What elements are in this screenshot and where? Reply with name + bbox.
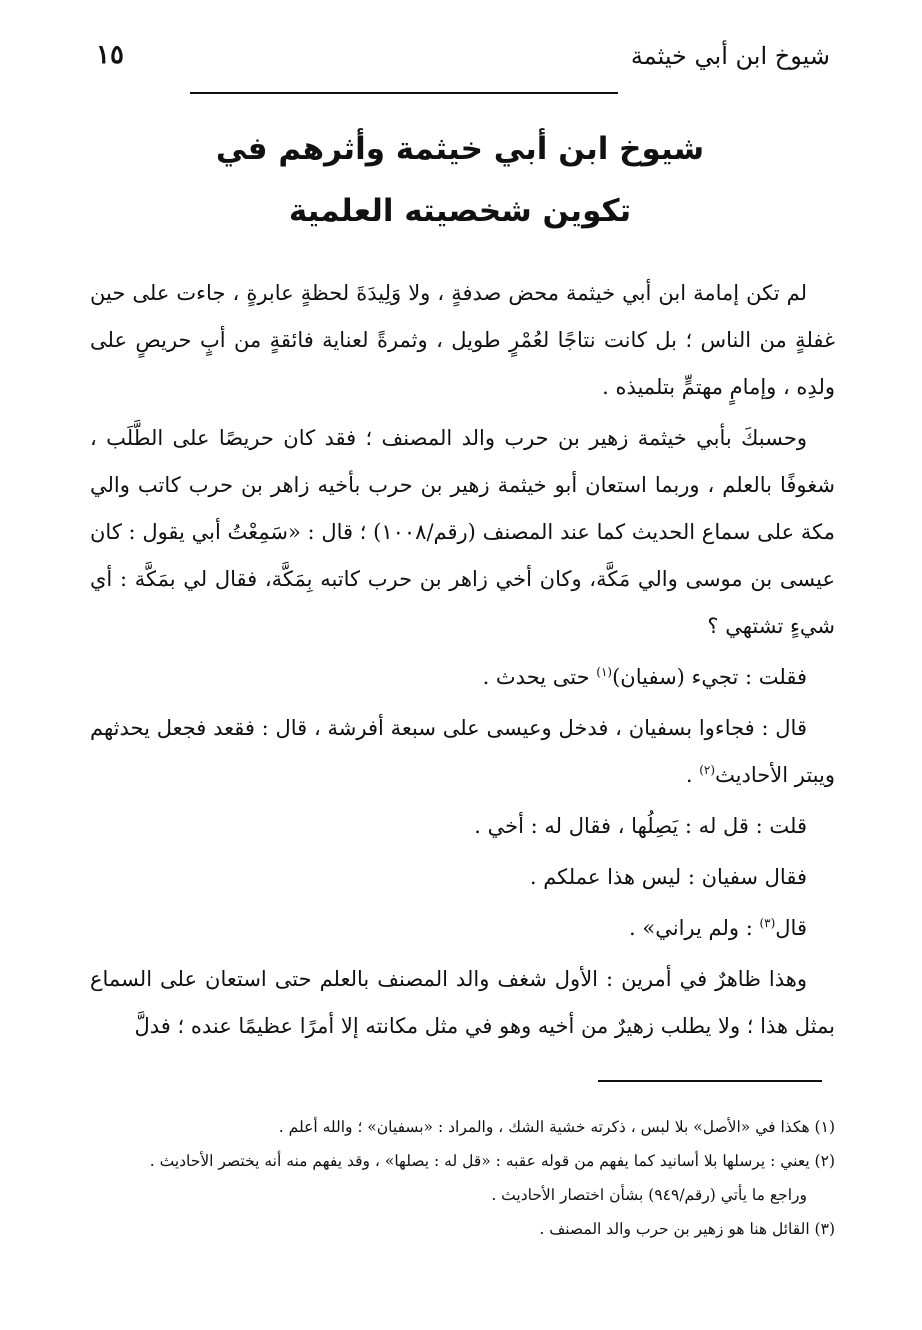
footnotes: [90, 1110, 835, 1246]
chapter-title: [110, 118, 810, 242]
body-text: [90, 270, 835, 1054]
paragraph-6: فقال سفيان : ليس هذا عملكم .: [529, 865, 807, 889]
paragraph-3-end: حتى يحدث .: [482, 665, 597, 689]
footnote-1: (١) هكذا في «الأصل» بلا لبس ، ذكرته خشية الشك ، والمراد : «بسفيان» ؛ والله أعلم .: [278, 1118, 835, 1136]
paragraph-7-text: قال: [775, 916, 807, 940]
footnote-3: (٣) القائل هنا هو زهير بن حرب والد المصنف .: [539, 1220, 835, 1238]
header-rule: [190, 92, 618, 94]
paragraph-1: لم تكن إمامة ابن أبي خيثمة محض صدفةٍ ، ولا وَلِيدَةَ لحظةٍ عابرةٍ ، جاءت على حين غفلةٍ من الناس ؛ بل كانت نتاجًا لعُمْرٍ طويل ، وثمرةً لعناية فائقةٍ من أبٍ حريصٍ على ولدِه ، وإمامٍ مهتمٍّ بتلميذه .: [90, 281, 835, 399]
footnote-2-continuation: وراجع ما يأتي (رقم/٩٤٩) بشأن اختصار الأحاديث .: [491, 1186, 807, 1204]
paragraph-4: [90, 705, 835, 799]
paragraph-4-end: .: [685, 763, 700, 787]
paragraph-4-text: قال : فجاءوا بسفيان ، فدخل وعيسى على سبعة أفرشة ، قال : فقعد فجعل يحدثهم ويبتر الأحاديث: [90, 716, 835, 787]
running-head: [0, 30, 922, 80]
paragraph-7-end: : ولم يراني» .: [629, 916, 760, 940]
paragraph-2: وحسبكَ بأبي خيثمة زهير بن حرب والد المصنف ؛ فقد كان حريصًا على الطَّلَب ، شغوفًا بالعلم ، وربما استعان أبو خيثمة زهير بن حرب بأخيه زاهر بن حرب كاتب والي مكة على سماع الحديث كما عند المصنف (رقم/١٠٠٨) ؛ قال : «سَمِعْتُ أبي يقول : كان عيسى بن موسى والي مَكَّة، وكان أخي زاهر بن حرب كاتبه بِمَكَّة، فقال لي بمَكَّة : أي شيءٍ تشتهي ؟: [90, 426, 835, 638]
page-number: ١٥: [96, 40, 124, 70]
paragraph-3: [90, 654, 835, 701]
chapter-title-line-1: شيوخ ابن أبي خيثمة وأثرهم في: [215, 131, 705, 167]
paragraph-3-text: فقلت : تجيء (سفيان): [612, 665, 807, 689]
footnote-ref-3: (٣): [759, 916, 776, 930]
running-title: شيوخ ابن أبي خيثمة: [630, 42, 830, 70]
paragraph-7: [90, 905, 835, 952]
footnote-ref-2: (٢): [699, 763, 716, 777]
paragraph-8: وهذا ظاهرٌ في أمرين : الأول شغف والد المصنف بالعلم حتى استعان على السماع بمثل هذا ؛ ولا يطلب زهيرٌ من أخيه وهو في مثل مكانته إلا أمرًا عظيمًا عنده ؛ فدلَّ: [90, 967, 835, 1038]
footnote-2: (٢) يعني : يرسلها بلا أسانيد كما يفهم من قوله عقبه : «قل له : يصلها» ، وقد يفهم منه أنه يختصر الأحاديث .: [149, 1152, 835, 1170]
footnote-rule: [598, 1080, 822, 1082]
footnote-ref-1: (١): [596, 665, 613, 679]
chapter-title-line-2: تكوين شخصيته العلمية: [288, 193, 632, 229]
paragraph-5: قلت : قل له : يَصِلُها ، فقال له : أخي .: [474, 814, 807, 838]
